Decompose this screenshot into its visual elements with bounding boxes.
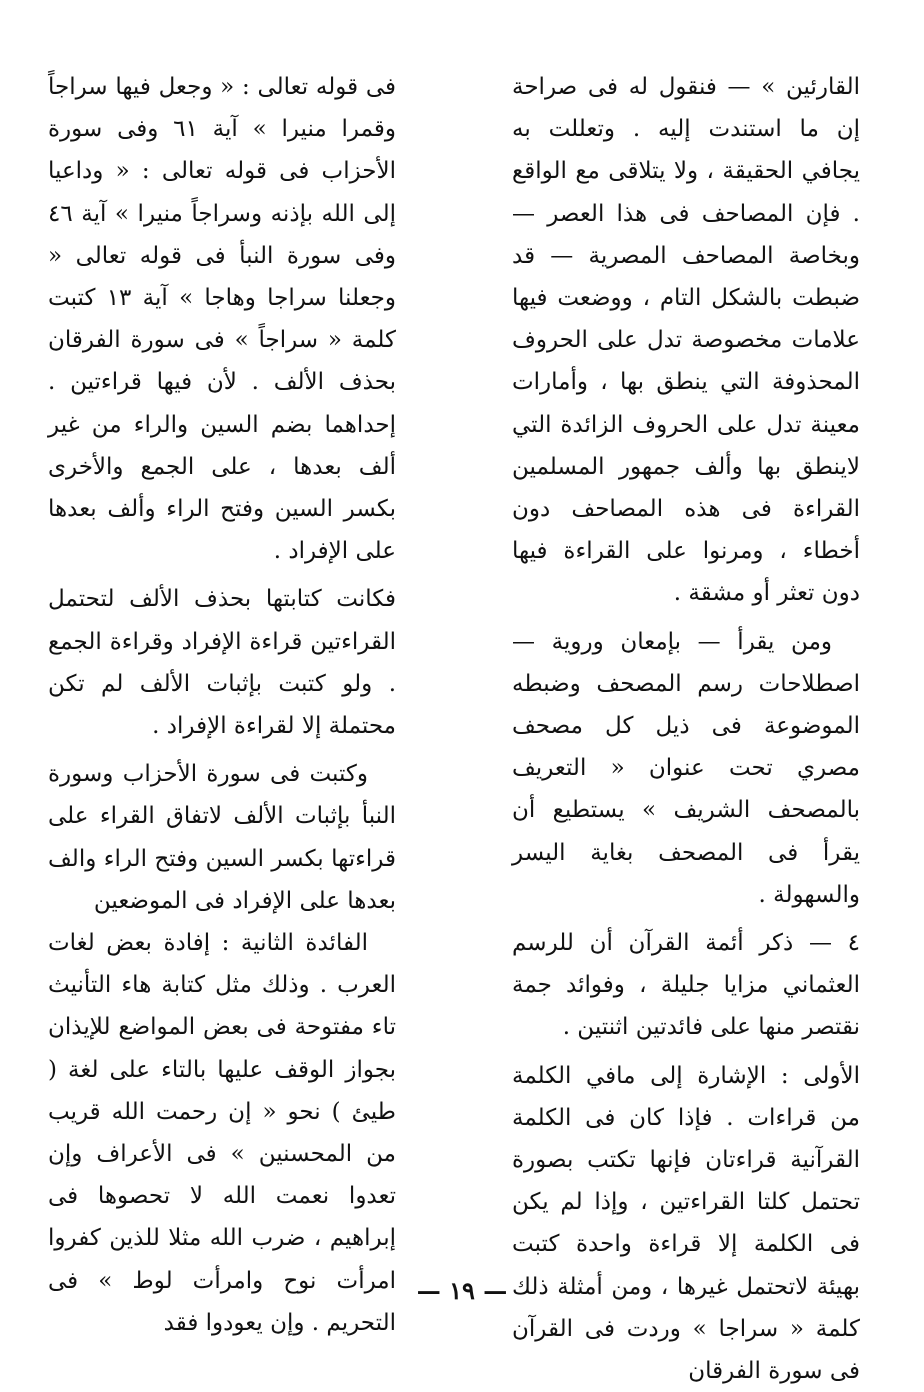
paragraph: ومن يقرأ — بإمعان وروية — اصطلاحات رسم المصحف وضبطه الموضوعة فى ذيل كل مصحف مصري تحت عنوان « التعريف بالمصحف الشريف » يستطيع أن يقرأ فى المصحف بغاية اليسر والسهولة . xyxy=(512,628,860,908)
paragraph: ٤ — ذكر أئمة القرآن أن للرسم العثماني مزايا جليلة ، وفوائد جمة نقتصر منها على فائدتين اثنتين . xyxy=(512,930,860,1041)
right-column xyxy=(512,66,860,1385)
paragraph: وكتبت فى سورة الأحزاب وسورة النبأ بإثبات الألف لاتفاق القراء على قراءتها بكسر السين وفتح الراء والف بعدها على الإفراد فى الموضعين xyxy=(48,761,396,914)
paragraph: الأولى : الإشارة إلى مافي الكلمة من قراءات . فإذا كان فى الكلمة القرآنية قراءتان فإنها تكتب بصورة تحتمل كلتا القراءتين ، وإذا لم يكن فى الكلمة إلا قراءة واحدة كتبت بهيئة لاتحتمل غيرها ، ومن أمثلة ذلك كلمة « سراجا » وردت فى القرآن فى سورة الفرقان xyxy=(512,1062,860,1385)
paragraph: القارئين » — فنقول له فى صراحة إن ما استندت إليه . وتعللت به يجافي الحقيقة ، ولا يتلاقى مع الواقع . فإن المصاحف فى هذا العصر — وبخاصة المصاحف المصرية — قد ضبطت بالشكل التام ، ووضعت فيها علامات مخصوصة تدل على الحروف المحذوفة التي ينطق بها ، وأمارات معينة تدل على الحروف الزائدة التي لاينطق بها وألف جمهور المسلمين القراءة فى هذه المصاحف دون أخطاء ، ومرنوا على القراءة فيها دون تعثر أو مشقة . xyxy=(512,74,860,607)
paragraph: فكانت كتابتها بحذف الألف لتحتمل القراءتين قراءة الإفراد وقراءة الجمع . ولو كتبت بإثبات الألف لم تكن محتملة إلا لقراءة الإفراد . xyxy=(48,586,396,740)
left-column xyxy=(48,66,396,1336)
page-number: — ١٩ — xyxy=(416,1276,508,1305)
paragraph: فى قوله تعالى : « وجعل فيها سراجاً وقمرا منيرا » آية ٦١ وفى سورة الأحزاب فى قوله تعالى : « وداعيا إلى الله بإذنه وسراجاً منيرا » آية ٤٦ وفى سورة النبأ فى قوله تعالى « وجعلنا سراجا وهاجا » آية ١٣ كتبت كلمة « سراجاً » فى سورة الفرقان بحذف الألف . لأن فيها قراءتين . إحداهما بضم السين والراء من غير ألف بعدها ، على الجمع والأخرى بكسر السين وفتح الراء وألف بعدها على الإفراد . xyxy=(48,74,396,565)
paragraph: الفائدة الثانية : إفادة بعض لغات العرب . وذلك مثل كتابة هاء التأنيث تاء مفتوحة فى بعض المواضع للإيذان بجواز الوقف عليها بالتاء على لغة ( طيئ ) نحو « إن رحمت الله قريب من المحسنين » فى الأعراف وإن تعدوا نعمت الله لا تحصوها فى إبراهيم ، ضرب الله مثلا للذين كفروا امرأت نوح وامرأت لوط » فى التحريم . وإن يعودوا فقد xyxy=(48,930,396,1336)
